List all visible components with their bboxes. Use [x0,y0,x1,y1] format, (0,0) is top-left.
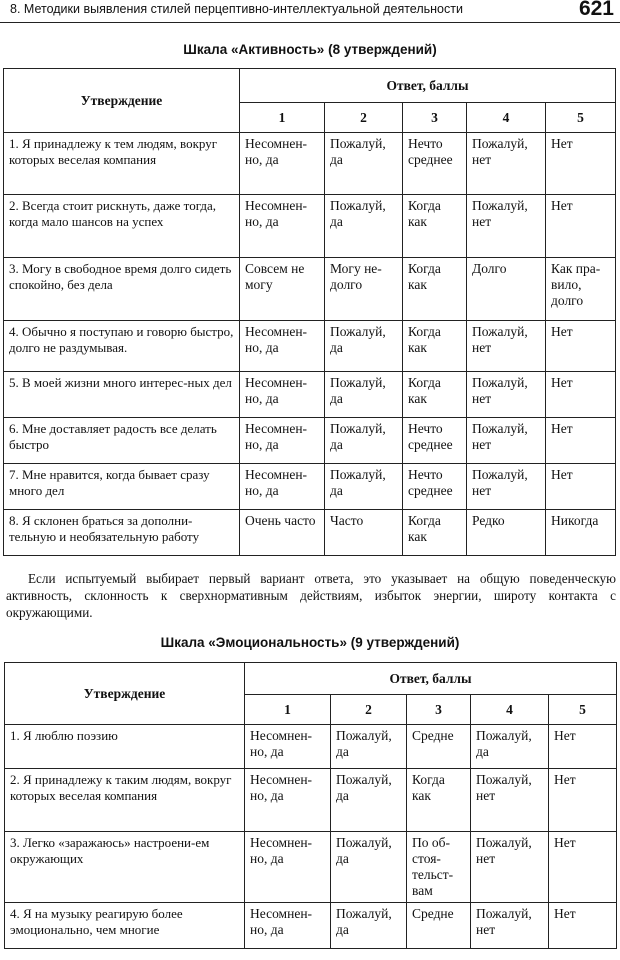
table-row [4,195,616,258]
page-number: 621 [578,0,614,20]
answer-cell-1: Несомнен-но, да [245,832,331,903]
statement-cell: 7. Мне нравится, когда бывает сразу много дел [4,464,240,510]
answer-cell-1: Несомнен-но, да [240,418,325,464]
answer-cell-4: Пожалуй, нет [471,903,549,949]
statement-cell: 3. Легко «заражаюсь» настроени-ем окружающих [5,832,245,903]
answer-cell-4: Пожалуй, нет [467,418,546,464]
answer-cell-4: Пожалуй, нет [467,195,546,258]
statement-column-header: Утверждение [5,663,245,725]
table-row [4,418,616,464]
statement-cell: 5. В моей жизни много интерес-ных дел [4,372,240,418]
answer-cell-1: Несомнен-но, да [240,321,325,372]
score-header-2: 2 [331,695,407,725]
statement-cell: 6. Мне доставляет радость все делать быстро [4,418,240,464]
answer-cell-4: Пожалуй, нет [471,832,549,903]
interpretation-paragraph: Если испытуемый выбирает первый вариант ответа, это указывает на общую поведенческую активность, склонность к сверхнормативным действиям, избыток энергии, широту контакта с окружающими. [6,571,616,620]
answer-cell-5: Нет [546,464,616,510]
statement-cell: 3. Могу в свободное время долго сидеть спокойно, без дела [4,258,240,321]
answer-cell-5: Нет [546,372,616,418]
answer-cell-3: Нечто среднее [403,133,467,195]
table1-body [4,69,616,556]
answer-cell-2: Пожалуй, да [325,321,403,372]
statement-cell: 1. Я люблю поэзию [5,725,245,769]
table-row [4,258,616,321]
answer-cell-3: Когда как [407,769,471,832]
answer-cell-5: Нет [546,321,616,372]
table-row [4,464,616,510]
answer-cell-2: Пожалуй, да [331,725,407,769]
answer-cell-2: Пожалуй, да [331,769,407,832]
answer-cell-2: Пожалуй, да [325,464,403,510]
answer-cell-4: Пожалуй, нет [467,372,546,418]
answer-cell-1: Несомнен-но, да [240,133,325,195]
header-row [5,663,617,695]
score-header-1: 1 [240,103,325,133]
answer-cell-3: Когда как [403,258,467,321]
score-header-2: 2 [325,103,403,133]
answer-cell-1: Несомнен-но, да [240,464,325,510]
table-row [4,133,616,195]
table-row [4,372,616,418]
score-header-4: 4 [471,695,549,725]
table-row [5,832,617,903]
statement-cell: 8. Я склонен браться за дополни-тельную и необязательную работу [4,510,240,556]
answer-cell-1: Несомнен-но, да [245,903,331,949]
answer-cell-5: Никогда [546,510,616,556]
answer-cell-3: Когда как [403,372,467,418]
statement-cell: 4. Обычно я поступаю и говорю быстро, долго не раздумывая. [4,321,240,372]
answer-cell-2: Пожалуй, да [325,372,403,418]
answer-cell-4: Пожалуй, да [471,725,549,769]
answer-cell-1: Несомнен-но, да [240,195,325,258]
score-header-3: 3 [407,695,471,725]
table-row [5,903,617,949]
answer-cell-2: Пожалуй, да [325,418,403,464]
answer-cell-5: Как пра-вило, долго [546,258,616,321]
answer-cell-5: Нет [549,769,617,832]
answer-cell-5: Нет [549,832,617,903]
answer-cell-4: Пожалуй, нет [471,769,549,832]
table1-caption: Шкала «Активность» (8 утверждений) [183,42,437,57]
answer-column-header: Ответ, баллы [245,663,617,695]
answer-cell-1: Несомнен-но, да [245,725,331,769]
table-row [5,725,617,769]
answer-cell-2: Могу не-долго [325,258,403,321]
answer-cell-1: Очень часто [240,510,325,556]
answer-cell-2: Пожалуй, да [331,832,407,903]
answer-cell-3: Когда как [403,195,467,258]
table2-caption: Шкала «Эмоциональность» (9 утверждений) [160,635,460,650]
answer-cell-5: Нет [546,418,616,464]
answer-cell-5: Нет [549,725,617,769]
header-row [4,69,616,103]
answer-cell-1: Несомнен-но, да [240,372,325,418]
answer-cell-3: Когда как [403,510,467,556]
score-header-5: 5 [546,103,616,133]
answer-cell-2: Пожалуй, да [331,903,407,949]
answer-cell-2: Часто [325,510,403,556]
answer-cell-4: Пожалуй, нет [467,321,546,372]
statement-cell: 4. Я на музыку реагирую более эмоционально, чем многие [5,903,245,949]
running-header [0,0,620,23]
answer-cell-2: Пожалуй, да [325,195,403,258]
statement-cell: 1. Я принадлежу к тем людям, вокруг которых веселая компания [4,133,240,195]
answer-cell-3: Нечто среднее [403,418,467,464]
score-header-1: 1 [245,695,331,725]
table-row [4,321,616,372]
answer-cell-1: Совсем не могу [240,258,325,321]
answer-cell-4: Пожалуй, нет [467,133,546,195]
score-header-4: 4 [467,103,546,133]
answer-cell-3: По об-стоя-тельст-вам [407,832,471,903]
emotionality-scale-table [4,662,617,949]
answer-cell-3: Средне [407,725,471,769]
table2-body [5,663,617,949]
answer-cell-5: Нет [546,133,616,195]
table-row [4,510,616,556]
score-header-5: 5 [549,695,617,725]
answer-cell-4: Долго [467,258,546,321]
table-row [5,769,617,832]
chapter-title: 8. Методики выявления стилей перцептивно-интеллектуальной деятельности [10,2,463,16]
score-header-3: 3 [403,103,467,133]
answer-cell-5: Нет [549,903,617,949]
answer-cell-3: Нечто среднее [403,464,467,510]
answer-cell-3: Когда как [403,321,467,372]
answer-column-header: Ответ, баллы [240,69,616,103]
answer-cell-1: Несомнен-но, да [245,769,331,832]
answer-cell-3: Средне [407,903,471,949]
statement-cell: 2. Я принадлежу к таким людям, вокруг которых веселая компания [5,769,245,832]
answer-cell-5: Нет [546,195,616,258]
answer-cell-2: Пожалуй, да [325,133,403,195]
answer-cell-4: Редко [467,510,546,556]
activity-scale-table [3,68,616,556]
statement-column-header: Утверждение [4,69,240,133]
answer-cell-4: Пожалуй, нет [467,464,546,510]
statement-cell: 2. Всегда стоит рискнуть, даже тогда, когда мало шансов на успех [4,195,240,258]
